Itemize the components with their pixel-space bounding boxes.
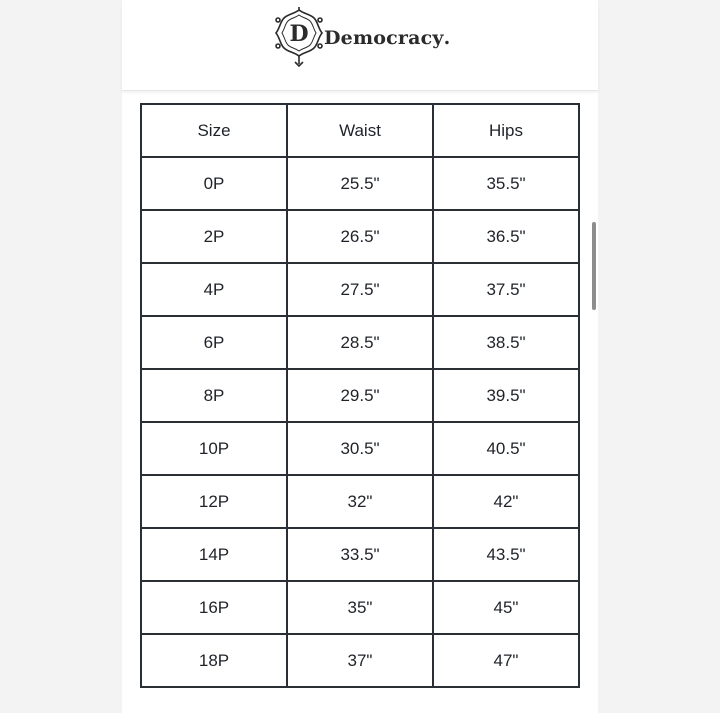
hips-cell: 35.5" bbox=[433, 157, 579, 210]
hips-cell: 40.5" bbox=[433, 422, 579, 475]
waist-cell: 29.5" bbox=[287, 369, 433, 422]
hips-cell: 38.5" bbox=[433, 316, 579, 369]
monogram-letter: D bbox=[289, 21, 309, 47]
monogram-ornament-icon bbox=[272, 6, 326, 70]
waist-cell: 33.5" bbox=[287, 528, 433, 581]
size-cell: 0P bbox=[141, 157, 287, 210]
waist-cell: 27.5" bbox=[287, 263, 433, 316]
waist-cell: 28.5" bbox=[287, 316, 433, 369]
table-row bbox=[141, 263, 579, 316]
size-cell: 4P bbox=[141, 263, 287, 316]
hips-cell: 47" bbox=[433, 634, 579, 687]
hips-cell: 45" bbox=[433, 581, 579, 634]
size-cell: 16P bbox=[141, 581, 287, 634]
waist-cell: 35" bbox=[287, 581, 433, 634]
table-row bbox=[141, 369, 579, 422]
size-cell: 12P bbox=[141, 475, 287, 528]
table-header-row bbox=[141, 104, 579, 157]
table-row bbox=[141, 528, 579, 581]
size-cell: 18P bbox=[141, 634, 287, 687]
hips-cell: 43.5" bbox=[433, 528, 579, 581]
table-row bbox=[141, 475, 579, 528]
brand-logo[interactable] bbox=[272, 6, 450, 70]
table-row bbox=[141, 157, 579, 210]
column-header-waist: Waist bbox=[287, 104, 433, 157]
column-header-hips: Hips bbox=[433, 104, 579, 157]
hips-cell: 36.5" bbox=[433, 210, 579, 263]
waist-cell: 32" bbox=[287, 475, 433, 528]
hips-cell: 39.5" bbox=[433, 369, 579, 422]
table-row bbox=[141, 581, 579, 634]
waist-cell: 26.5" bbox=[287, 210, 433, 263]
waist-cell: 25.5" bbox=[287, 157, 433, 210]
column-header-size: Size bbox=[141, 104, 287, 157]
size-chart-table bbox=[140, 103, 580, 688]
brand-name-dot: . bbox=[443, 27, 451, 49]
size-cell: 8P bbox=[141, 369, 287, 422]
size-cell: 14P bbox=[141, 528, 287, 581]
table-row bbox=[141, 634, 579, 687]
waist-cell: 37" bbox=[287, 634, 433, 687]
table-row bbox=[141, 210, 579, 263]
waist-cell: 30.5" bbox=[287, 422, 433, 475]
brand-name: Democracy bbox=[324, 27, 444, 49]
hips-cell: 37.5" bbox=[433, 263, 579, 316]
table-row bbox=[141, 316, 579, 369]
brand-header bbox=[122, 0, 598, 91]
size-cell: 6P bbox=[141, 316, 287, 369]
size-cell: 10P bbox=[141, 422, 287, 475]
table-row bbox=[141, 422, 579, 475]
size-cell: 2P bbox=[141, 210, 287, 263]
hips-cell: 42" bbox=[433, 475, 579, 528]
vertical-scrollbar[interactable] bbox=[592, 222, 596, 310]
